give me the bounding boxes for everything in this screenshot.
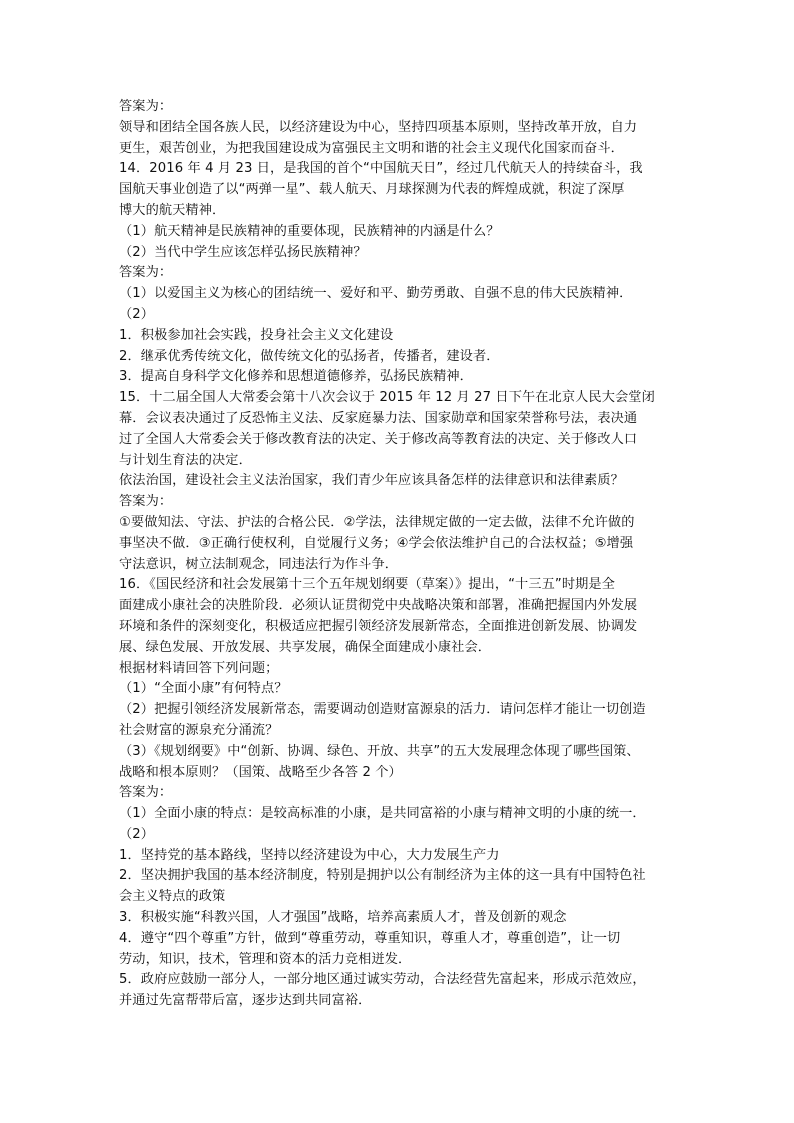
text-line: 1．积极参加社会实践，投身社会主义文化建设 bbox=[119, 327, 394, 343]
text-line: 1．坚持党的基本路线，坚持以经济建设为中心，大力发展生产力 bbox=[119, 847, 500, 863]
text-line: 答案为： bbox=[119, 494, 173, 510]
text-line: 事坚决不做．③正确行使权利，自觉履行义务；④学会依法维护自己的合法权益；⑤增强 bbox=[119, 535, 634, 551]
text-line: 3．提高自身科学文化修养和思想道德修养，弘扬民族精神． bbox=[119, 369, 473, 385]
text-line: 答案为： bbox=[119, 785, 173, 801]
text-line: 面建成小康社会的决胜阶段．必须认证贯彻党中央战略决策和部署，准确把握国内外发展 bbox=[119, 598, 638, 614]
text-line: 并通过先富帮带后富，逐步达到共同富裕． bbox=[119, 993, 372, 1009]
text-line: （2） bbox=[119, 826, 155, 842]
text-line: 与计划生育法的决定． bbox=[119, 452, 252, 468]
text-line: 更生，艰苦创业，为把我国建设成为富强民主文明和谐的社会主义现代化国家而奋斗． bbox=[119, 140, 624, 156]
text-line: 2．继承优秀传统文化，做传统文化的弘扬者，传播者，建设者． bbox=[119, 348, 500, 364]
text-line: 依法治国，建设社会主义法治国家，我们青少年应该具备怎样的法律意识和法律素质？ bbox=[119, 473, 624, 489]
text-line: ①要做知法、守法、护法的合格公民．②学法，法律规定做的一定去做，法律不允许做的 bbox=[119, 514, 635, 530]
text-line: （2）把握引领经济发展新常态，需要调动创造财富源泉的活力．请问怎样才能让一切创造 bbox=[119, 702, 646, 718]
question-16-line: 16．《国民经济和社会发展第十三个五年规划纲要（草案）》提出，“十三五”时期是全 bbox=[119, 577, 615, 593]
text-line: 社会财富的源泉充分涌流？ bbox=[119, 722, 279, 738]
text-line: 答案为： bbox=[119, 99, 173, 114]
text-line: 环境和条件的深刻变化，积极适应把握引领经济发展新常态，全面推进创新发展、协调发 bbox=[119, 618, 638, 634]
text-line: 根据材料请回答下列问题； bbox=[119, 660, 279, 676]
text-line: （3）《规划纲要》中“创新、协调、绿色、开放、共享”的五大发展理念体现了哪些国策、 bbox=[119, 743, 640, 759]
text-line: 领导和团结全国各族人民，以经济建设为中心，坚持四项基本原则，坚持改革开放，自力 bbox=[119, 119, 638, 135]
text-line: 幕．会议表决通过了反恐怖主义法、反家庭暴力法、国家勋章和国家荣誉称号法，表决通 bbox=[119, 410, 638, 426]
text-line: 答案为： bbox=[119, 265, 173, 281]
text-line: 守法意识，树立法制观念，同违法行为作斗争． bbox=[119, 556, 399, 572]
text-line: （1）全面小康的特点：是较高标准的小康，是共同富裕的小康与精神文明的小康的统一． bbox=[119, 806, 646, 822]
text-line: （1）“全面小康”有何特点？ bbox=[119, 681, 288, 697]
text-line: 展、绿色发展、开放发展、共享发展，确保全面建成小康社会． bbox=[119, 639, 492, 655]
text-line: （2） bbox=[119, 306, 155, 322]
text-line: 3．积极实施“科教兴国，人才强国”战略，培养高素质人才，普及创新的观念 bbox=[119, 910, 567, 926]
text-line: 劳动，知识，技术，管理和资本的活力竞相迸发． bbox=[119, 951, 412, 967]
text-line: 4．遵守“四个尊重”方针，做到“尊重劳动，尊重知识，尊重人才，尊重创造”，让一切 bbox=[119, 930, 621, 946]
text-line: 国航天事业创造了以“两弹一星”、载人航天、月球探测为代表的辉煌成就，积淀了深厚 bbox=[119, 182, 625, 198]
text-line: 过了全国人大常委会关于修改教育法的决定、关于修改高等教育法的决定、关于修改人口 bbox=[119, 431, 638, 447]
question-15-line: 15．十二届全国人大常委会第十八次会议于 2015 年 12 月 27 日下午在北京人民大会堂闭 bbox=[119, 390, 655, 406]
document-body bbox=[119, 97, 679, 1012]
text-line: 博大的航天精神． bbox=[119, 202, 226, 218]
text-line: 会主义特点的政策 bbox=[119, 889, 226, 905]
question-14-line: 14．2016 年 4 月 23 日，是我国的首个“中国航天日”，经过几代航天人的持续奋斗，我 bbox=[119, 161, 643, 177]
text-line: 战略和根本原则？（国策、战略至少各答 2 个） bbox=[119, 764, 402, 780]
text-line: （2）当代中学生应该怎样弘扬民族精神？ bbox=[119, 244, 367, 260]
text-line: 2．坚决拥护我国的基本经济制度，特别是拥护以公有制经济为主体的这一具有中国特色社 bbox=[119, 868, 646, 884]
text-line: （1）航天精神是民族精神的重要体现，民族精神的内涵是什么？ bbox=[119, 223, 500, 239]
text-line: 5．政府应鼓励一部分人，一部分地区通过诚实劳动，合法经营先富起来，形成示范效应， bbox=[119, 972, 646, 988]
text-line: （1）以爱国主义为核心的团结统一、爱好和平、勤劳勇敢、自强不息的伟大民族精神． bbox=[119, 286, 633, 302]
